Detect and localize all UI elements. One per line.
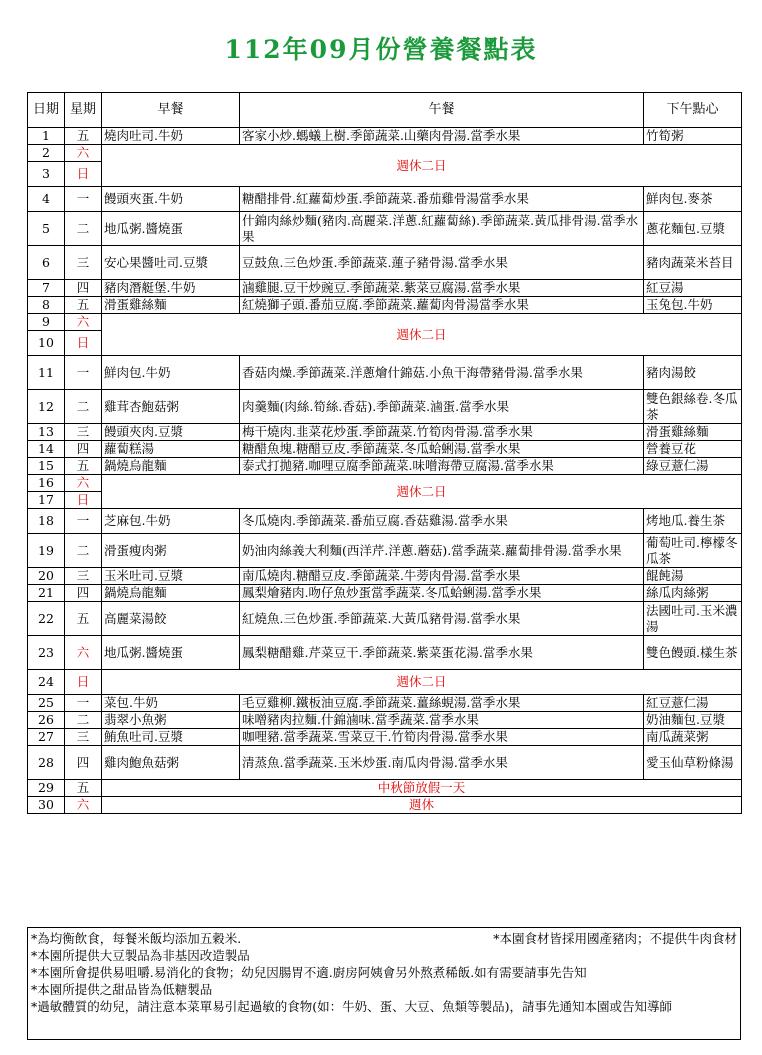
breakfast-cell: 滑蛋瘦肉粥	[102, 534, 240, 568]
table-row	[28, 509, 742, 534]
lunch-cell: 鳳梨糖醋雞.芹菜豆干.季節蔬菜.紫菜蛋花湯.當季水果	[240, 636, 644, 670]
date-cell: 3	[28, 162, 65, 187]
date-cell: 20	[28, 568, 65, 585]
date-cell: 15	[28, 458, 65, 475]
snack-cell: 紅豆薏仁湯	[644, 695, 742, 712]
table-row	[28, 212, 742, 246]
weekday-cell: 二	[65, 212, 102, 246]
table-row	[28, 297, 742, 314]
breakfast-cell: 豬肉潛艇堡.牛奶	[102, 280, 240, 297]
lunch-cell: 香菇肉燥.季節蔬菜.洋蔥燴什錦菇.小魚干海帶豬骨湯.當季水果	[240, 356, 644, 390]
lunch-cell: 奶油肉絲義大利麵(西洋芹.洋蔥.蘑菇).當季蔬菜.蘿蔔排骨湯.當季水果	[240, 534, 644, 568]
date-cell: 4	[28, 187, 65, 212]
breakfast-cell: 芝麻包.牛奶	[102, 509, 240, 534]
breakfast-cell: 安心果醬吐司.豆漿	[102, 246, 240, 280]
lunch-cell: 南瓜燒肉.糖醋豆皮.季節蔬菜.牛蒡肉骨湯.當季水果	[240, 568, 644, 585]
snack-cell: 滑蛋雞絲麵	[644, 424, 742, 441]
holiday-cell: 中秋節放假一天	[102, 780, 742, 797]
note-soy: *本園所提供大豆製品為非基因改造製品	[31, 948, 250, 963]
date-cell: 1	[28, 128, 65, 145]
date-cell: 2	[28, 145, 65, 162]
table-row	[28, 128, 742, 145]
weekday-cell: 四	[65, 441, 102, 458]
header-snack: 下午點心	[644, 93, 742, 128]
table-row	[28, 246, 742, 280]
holiday-cell: 週休	[102, 797, 742, 814]
snack-cell: 絲瓜肉絲粥	[644, 585, 742, 602]
notes-box	[27, 927, 741, 1040]
lunch-cell: 滷雞腿.豆干炒豌豆.季節蔬菜.紫菜豆腐湯.當季水果	[240, 280, 644, 297]
holiday-cell: 週休二日	[102, 314, 742, 356]
lunch-cell: 梅干燒肉.韭菜花炒蛋.季節蔬菜.竹筍肉骨湯.當季水果	[240, 424, 644, 441]
weekday-cell: 一	[65, 509, 102, 534]
weekday-cell: 五	[65, 458, 102, 475]
header-breakfast: 早餐	[102, 93, 240, 128]
date-cell: 22	[28, 602, 65, 636]
weekday-cell: 六	[65, 145, 102, 162]
note-allergy: *過敏體質的幼兒，請注意本菜單易引起過敏的食物(如：牛奶、蛋、大豆、魚類等製品)，請事先通知本園或告知導師	[31, 999, 673, 1014]
breakfast-cell: 燒肉吐司.牛奶	[102, 128, 240, 145]
weekday-cell: 三	[65, 729, 102, 746]
lunch-cell: 什錦肉絲炒麵(豬肉.高麗菜.洋蔥.紅蘿蔔絲).季節蔬菜.黃瓜排骨湯.當季水果	[240, 212, 644, 246]
breakfast-cell: 鮪魚吐司.豆漿	[102, 729, 240, 746]
breakfast-cell: 高麗菜湯餃	[102, 602, 240, 636]
breakfast-cell: 地瓜粥.醬燒蛋	[102, 636, 240, 670]
weekday-cell: 三	[65, 246, 102, 280]
date-cell: 27	[28, 729, 65, 746]
weekday-cell: 六	[65, 475, 102, 492]
lunch-cell: 咖哩豬.當季蔬菜.雪菜豆干.竹筍肉骨湯.當季水果	[240, 729, 644, 746]
table-row	[28, 390, 742, 424]
snack-cell: 愛玉仙草粉條湯	[644, 746, 742, 780]
table-row	[28, 780, 742, 797]
table-row	[28, 534, 742, 568]
breakfast-cell: 鍋燒烏龍麵	[102, 585, 240, 602]
weekday-cell: 五	[65, 780, 102, 797]
weekday-cell: 二	[65, 712, 102, 729]
snack-cell: 豬肉蔬菜米苔目	[644, 246, 742, 280]
breakfast-cell: 地瓜粥.醬燒蛋	[102, 212, 240, 246]
breakfast-cell: 滑蛋雞絲麵	[102, 297, 240, 314]
date-cell: 5	[28, 212, 65, 246]
weekday-cell: 六	[65, 636, 102, 670]
lunch-cell: 毛豆雞柳.鐵板油豆腐.季節蔬菜.薑絲蜆湯.當季水果	[240, 695, 644, 712]
date-cell: 10	[28, 331, 65, 356]
date-cell: 16	[28, 475, 65, 492]
snack-cell: 奶油麵包.豆漿	[644, 712, 742, 729]
snack-cell: 玉兔包.牛奶	[644, 297, 742, 314]
date-cell: 18	[28, 509, 65, 534]
date-cell: 6	[28, 246, 65, 280]
snack-cell: 餛飩湯	[644, 568, 742, 585]
lunch-cell: 紅燒魚.三色炒蛋.季節蔬菜.大黃瓜豬骨湯.當季水果	[240, 602, 644, 636]
table-row	[28, 356, 742, 390]
table-row	[28, 314, 742, 331]
weekday-cell: 六	[65, 314, 102, 331]
table-row	[28, 187, 742, 212]
table-row	[28, 458, 742, 475]
date-cell: 25	[28, 695, 65, 712]
lunch-cell: 紅燒獅子頭.番茄豆腐.季節蔬菜.蘿蔔肉骨湯當季水果	[240, 297, 644, 314]
date-cell: 8	[28, 297, 65, 314]
snack-cell: 竹筍粥	[644, 128, 742, 145]
snack-cell: 蔥花麵包.豆漿	[644, 212, 742, 246]
date-cell: 26	[28, 712, 65, 729]
snack-cell: 烤地瓜.養生茶	[644, 509, 742, 534]
table-row	[28, 424, 742, 441]
lunch-cell: 清蒸魚.當季蔬菜.玉米炒蛋.南瓜肉骨湯.當季水果	[240, 746, 644, 780]
weekday-cell: 一	[65, 187, 102, 212]
date-cell: 28	[28, 746, 65, 780]
weekday-cell: 四	[65, 280, 102, 297]
table-row	[28, 636, 742, 670]
date-cell: 7	[28, 280, 65, 297]
weekday-cell: 日	[65, 162, 102, 187]
note-low-sugar: *本園所提供之甜品皆為低糖製品	[31, 982, 213, 997]
breakfast-cell: 鮮肉包.牛奶	[102, 356, 240, 390]
menu-title: 112年09月份營養餐點表	[224, 35, 538, 64]
date-cell: 17	[28, 492, 65, 509]
lunch-cell: 冬瓜燒肉.季節蔬菜.番茄豆腐.香菇雞湯.當季水果	[240, 509, 644, 534]
breakfast-cell: 饅頭夾蛋.牛奶	[102, 187, 240, 212]
lunch-cell: 肉羹麵(肉絲.筍絲.香菇).季節蔬菜.滷蛋.當季水果	[240, 390, 644, 424]
note-line-1	[31, 930, 737, 947]
weekday-cell: 五	[65, 602, 102, 636]
lunch-cell: 泰式打拋豬.咖哩豆腐季節蔬菜.味噌海帶豆腐湯.當季水果	[240, 458, 644, 475]
weekday-cell: 二	[65, 534, 102, 568]
date-cell: 29	[28, 780, 65, 797]
note-porridge: *本園所會提供易咀嚼.易消化的食物；幼兒因腸胃不適.廚房阿姨會另外熬煮稀飯.如有需要請事先告知	[31, 965, 587, 980]
table-row	[28, 712, 742, 729]
table-row	[28, 568, 742, 585]
header-lunch: 午餐	[240, 93, 644, 128]
table-row	[28, 746, 742, 780]
snack-cell: 豬肉湯餃	[644, 356, 742, 390]
weekday-cell: 三	[65, 568, 102, 585]
date-cell: 12	[28, 390, 65, 424]
table-row	[28, 280, 742, 297]
meal-table	[27, 92, 742, 814]
date-cell: 30	[28, 797, 65, 814]
header-weekday: 星期	[65, 93, 102, 128]
table-row	[28, 670, 742, 695]
weekday-cell: 四	[65, 585, 102, 602]
breakfast-cell: 菜包.牛奶	[102, 695, 240, 712]
snack-cell: 南瓜蔬菜粥	[644, 729, 742, 746]
weekday-cell: 五	[65, 297, 102, 314]
snack-cell: 雙色銀絲卷.冬瓜茶	[644, 390, 742, 424]
note-pork: *本園食材皆採用國產豬肉；不提供牛肉食材	[493, 931, 737, 946]
snack-cell: 雙色饅頭.樣生茶	[644, 636, 742, 670]
breakfast-cell: 雞肉鮑魚菇粥	[102, 746, 240, 780]
date-cell: 21	[28, 585, 65, 602]
weekday-cell: 六	[65, 797, 102, 814]
table-row	[28, 695, 742, 712]
weekday-cell: 三	[65, 424, 102, 441]
snack-cell: 綠豆薏仁湯	[644, 458, 742, 475]
breakfast-cell: 鍋燒烏龍麵	[102, 458, 240, 475]
table-row	[28, 602, 742, 636]
breakfast-cell: 玉米吐司.豆漿	[102, 568, 240, 585]
breakfast-cell: 雞茸杏鮑菇粥	[102, 390, 240, 424]
table-row	[28, 797, 742, 814]
table-row	[28, 441, 742, 458]
date-cell: 24	[28, 670, 65, 695]
snack-cell: 紅豆湯	[644, 280, 742, 297]
breakfast-cell: 蘿蔔糕湯	[102, 441, 240, 458]
table-row	[28, 145, 742, 162]
date-cell: 11	[28, 356, 65, 390]
weekday-cell: 日	[65, 331, 102, 356]
note-grain: *為均衡飲食，每餐米飯均添加五穀米.	[31, 931, 242, 946]
lunch-cell: 豆鼓魚.三色炒蛋.季節蔬菜.蓮子豬骨湯.當季水果	[240, 246, 644, 280]
breakfast-cell: 翡翠小魚粥	[102, 712, 240, 729]
weekday-cell: 日	[65, 492, 102, 509]
snack-cell: 營養豆花	[644, 441, 742, 458]
meal-table-body	[28, 128, 742, 814]
lunch-cell: 鳳梨燴豬肉.吻仔魚炒蛋當季蔬菜.冬瓜蛤蜊湯.當季水果	[240, 585, 644, 602]
lunch-cell: 糖醋排骨.紅蘿蔔炒蛋.季節蔬菜.番茄雞骨湯當季水果	[240, 187, 644, 212]
table-row	[28, 475, 742, 492]
table-header-row	[28, 93, 742, 128]
table-row	[28, 585, 742, 602]
snack-cell: 法國吐司.玉米濃湯	[644, 602, 742, 636]
holiday-cell: 週休二日	[102, 145, 742, 187]
breakfast-cell: 饅頭夾肉.豆漿	[102, 424, 240, 441]
date-cell: 19	[28, 534, 65, 568]
snack-cell: 葡萄吐司.檸檬冬瓜茶	[644, 534, 742, 568]
weekday-cell: 一	[65, 356, 102, 390]
snack-cell: 鮮肉包.麥茶	[644, 187, 742, 212]
weekday-cell: 一	[65, 695, 102, 712]
weekday-cell: 五	[65, 128, 102, 145]
weekday-cell: 日	[65, 670, 102, 695]
lunch-cell: 糖醋魚塊.糖醋豆皮.季節蔬菜.冬瓜蛤蜊湯.當季水果	[240, 441, 644, 458]
holiday-cell: 週休二日	[102, 475, 742, 509]
lunch-cell: 客家小炒.螞蟻上樹.季節蔬菜.山藥肉骨湯.當季水果	[240, 128, 644, 145]
holiday-cell: 週休二日	[102, 670, 742, 695]
date-cell: 13	[28, 424, 65, 441]
weekday-cell: 四	[65, 746, 102, 780]
date-cell: 14	[28, 441, 65, 458]
date-cell: 9	[28, 314, 65, 331]
weekday-cell: 二	[65, 390, 102, 424]
header-date: 日期	[28, 93, 65, 128]
lunch-cell: 味噌豬肉拉麵.什錦滷味.當季蔬菜.當季水果	[240, 712, 644, 729]
table-row	[28, 729, 742, 746]
date-cell: 23	[28, 636, 65, 670]
